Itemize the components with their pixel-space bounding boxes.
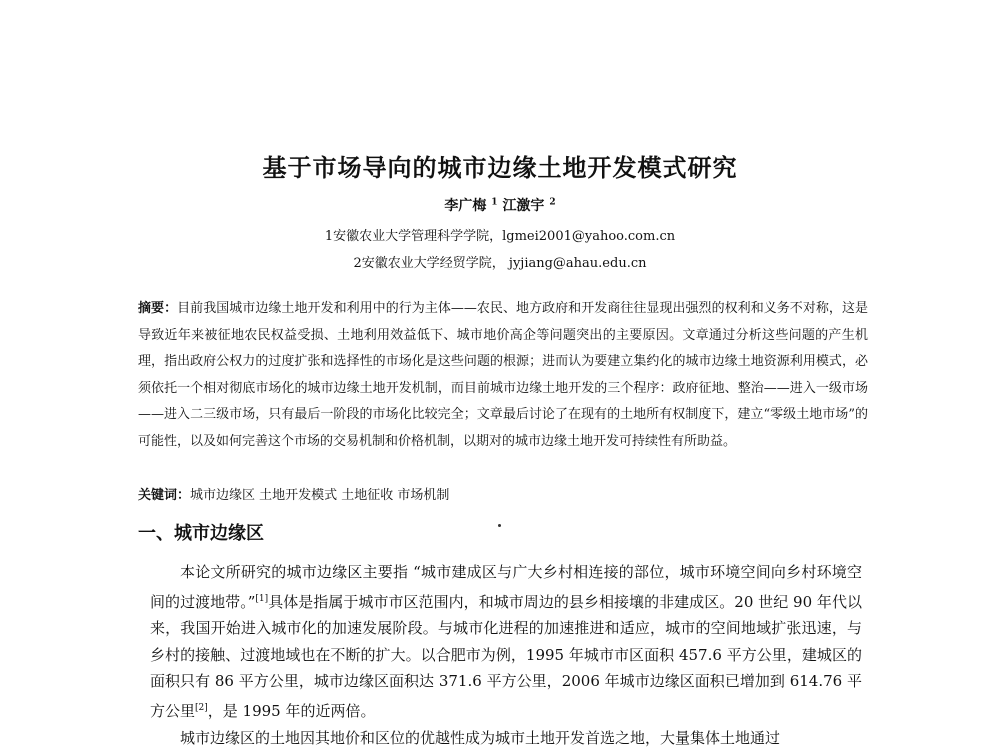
keywords [138, 484, 868, 503]
author-affil-mark-2: 2 [549, 197, 556, 208]
keywords-label: 关键词： [138, 488, 191, 503]
author-name-2: 江激宇 [502, 198, 545, 214]
citation-2: [2] [195, 702, 208, 713]
paragraph-1-part-a: 本论文所研究的城市边缘区主要指 “城市建成区与广大乡村相连接的部位，城市环境空间向乡村环境空间的过渡地带。” [150, 563, 862, 611]
affiliation-2: 2安徽农业大学经贸学院， jyjiang@ahau.edu.cn [353, 256, 647, 271]
paragraph-1 [150, 559, 862, 725]
keywords-text: 城市边缘区 土地开发模式 土地征收 市场机制 [190, 488, 450, 503]
citation-1: [1] [255, 593, 269, 604]
paragraph-2: 城市边缘区的土地因其地价和区位的优越性成为城市土地开发首选之地，大量集体土地通过 [180, 728, 781, 747]
section-heading: 一、城市边缘区 [138, 523, 264, 544]
body-text [150, 559, 862, 751]
paragraph-1-part-c: ，是 1995 年的近两倍。 [207, 701, 376, 720]
affiliation-1: 1安徽农业大学管理科学学院，lgmei2001@yahoo.com.cn [324, 229, 676, 244]
abstract-label: 摘要： [138, 301, 178, 316]
abstract-text: 目前我国城市边缘土地开发和利用中的行为主体——农民、地方政府和开发商往往显现出强烈的权利和义务不对称，这是导致近年来被征地农民权益受损、土地利用效益低下、城市地价高企等问题突出的主要原因。文章通过分析这些问题的产生机理，指出政府公权力的过度扩张和选择性的市场化是这些问题的根源；进而认为要建立集约化的城市边缘土地资源利用模式，必须依托一个相对彻底市场化的城市边缘土地开发机制，而目前城市边缘土地开发的三个程序：政府征地、整治——进入一级市场——进入二三级市场，只有最后一阶段的市场化比较完全；文章最后讨论了在现有的土地所有权制度下，建立“零级土地市场”的可能性，以及如何完善这个市场的交易机制和价格机制，以期对的城市边缘土地开发可持续性有所助益。 [138, 301, 868, 449]
abstract [138, 296, 868, 455]
author-line [0, 195, 1000, 215]
scan-speck [498, 524, 501, 527]
paper-title: 基于市场导向的城市边缘土地开发模式研究 [262, 153, 738, 182]
author-affil-mark-1: 1 [491, 197, 498, 208]
paragraph-1-part-b: 具体是指属于城市市区范围内，和城市周边的县乡相接壤的非建成区。20 世纪 90 年代以来，我国开始进入城市化的加速发展阶段。与城市化进程的加速推进和适应，城市的空间地域扩张迅速，与乡村的接触、过渡地域也在不断的扩大。以合肥市为例，1995 年城市市区面积 457.6 平方公里，建城区的面积只有 86 平方公里，城市边缘区面积达 371.6 平方公里，2006 年城市边缘区面积已增加到 614.76 平方公里 [150, 592, 863, 720]
author-name-1: 李广梅 [444, 198, 487, 214]
